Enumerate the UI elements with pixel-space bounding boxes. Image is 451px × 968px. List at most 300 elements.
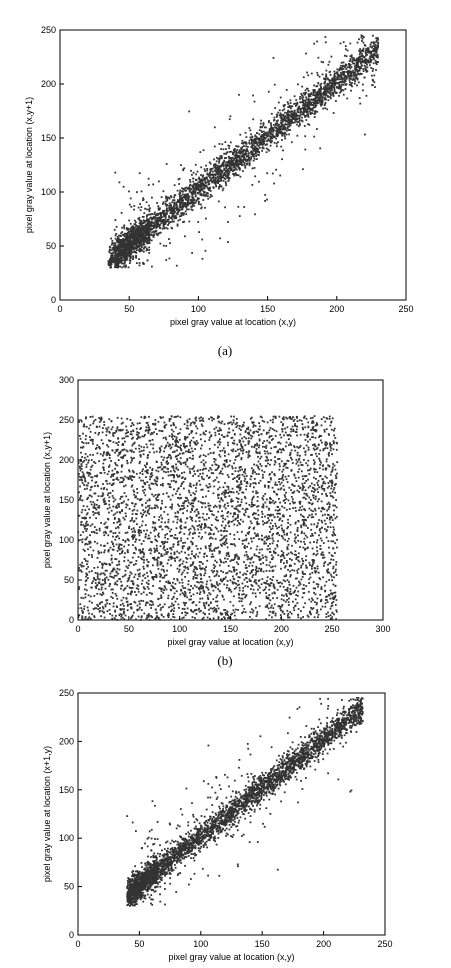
scatter-point [190,558,192,560]
scatter-point [187,204,189,206]
scatter-point [249,603,251,605]
scatter-point [179,219,181,221]
scatter-point [175,443,177,445]
scatter-point [314,601,316,603]
scatter-point [195,164,197,166]
scatter-point [236,165,238,167]
scatter-point [208,453,210,455]
scatter-point [242,140,244,142]
scatter-point [153,217,155,219]
scatter-point [178,210,180,212]
scatter-point [245,585,247,587]
scatter-point [126,239,128,241]
scatter-point [109,465,111,467]
scatter-point [328,99,330,101]
scatter-point [282,619,284,621]
scatter-point [166,198,168,200]
scatter-point [274,136,276,138]
scatter-point [152,184,154,186]
scatter-point [355,78,357,80]
scatter-point [132,234,134,236]
scatter-point [123,618,125,620]
scatter-point [254,146,256,148]
scatter-point [186,208,188,210]
scatter-point [211,570,213,572]
scatter-point [276,114,278,116]
scatter-point [355,73,357,75]
x-axis-label-a: pixel gray value at location (x,y) [169,317,297,327]
scatter-point [258,133,260,135]
scatter-point [295,594,297,596]
scatter-point [358,50,360,52]
scatter-point [350,90,352,92]
scatter-point [254,213,256,215]
scatter-point [189,418,191,420]
scatter-point [197,182,199,184]
scatter-point [262,474,264,476]
scatter-point [200,174,202,176]
scatter-point [161,521,163,523]
scatter-point [188,200,190,202]
scatter-point [263,131,265,133]
scatter-point [121,231,123,233]
scatter-point [304,135,306,137]
scatter-point [195,425,197,427]
scatter-point [198,187,200,189]
scatter-point [336,69,338,71]
scatter-point [108,466,110,468]
scatter-point [173,431,175,433]
scatter-point [93,567,95,569]
scatter-point [132,538,134,540]
scatter-point [285,492,287,494]
scatter-point [373,75,375,77]
scatter-point [135,257,137,259]
scatter-point [284,124,286,126]
scatter-point [146,201,148,203]
scatter-point [141,236,143,238]
scatter-point [339,86,341,88]
scatter-point [121,212,123,214]
scatter-point [322,108,324,110]
scatter-point [251,152,253,154]
scatter-point [250,435,252,437]
scatter-point [297,121,299,123]
scatter-point [270,452,272,454]
scatter-point [235,160,237,162]
scatter-point [122,603,124,605]
scatter-point [348,76,350,78]
scatter-point [302,563,304,565]
scatter-point [231,423,233,425]
scatter-point [271,535,273,537]
scatter-point [109,246,111,248]
scatter-point [195,490,197,492]
scatter-point [148,228,150,230]
scatter-point [331,540,333,542]
scatter-point [118,237,120,239]
scatter-point [322,96,324,98]
scatter-point [159,216,161,218]
scatter-point [220,148,222,150]
scatter-point [324,103,326,105]
scatter-point [185,202,187,204]
scatter-point [286,117,288,119]
scatter-point [228,525,230,527]
scatter-point [196,482,198,484]
scatter-point [254,478,256,480]
scatter-point [285,498,287,500]
scatter-point [214,146,216,148]
scatter-point [213,533,215,535]
scatter-point [373,57,375,59]
scatter-point [344,66,346,68]
scatter-point [139,223,141,225]
scatter-point [191,174,193,176]
scatter-point [214,479,216,481]
scatter-point [281,139,283,141]
scatter-point [327,77,329,79]
scatter-point [254,471,256,473]
scatter-point [156,202,158,204]
scatter-point [111,541,113,543]
scatter-point [175,464,177,466]
scatter-point [334,90,336,92]
scatter-point [222,162,224,164]
scatter-point [308,104,310,106]
scatter-point [284,428,286,430]
scatter-point [139,265,141,267]
scatter-point [91,582,93,584]
scatter-point [198,480,200,482]
scatter-point [240,148,242,150]
scatter-point [82,509,84,511]
scatter-point [219,143,221,145]
scatter-point [175,217,177,219]
scatter-point [148,224,150,226]
scatter-point [308,96,310,98]
scatter-point [190,424,192,426]
scatter-point [362,50,364,52]
scatter-point [168,215,170,217]
scatter-point [136,226,138,228]
scatter-point [264,127,266,129]
scatter-point [116,564,118,566]
scatter-point [88,613,90,615]
scatter-point [246,475,248,477]
scatter-point [261,150,263,152]
scatter-point [279,175,281,177]
scatter-point [227,516,229,518]
scatter-point [275,138,277,140]
scatter-point [115,513,117,515]
scatter-point [338,88,340,90]
scatter-point [303,606,305,608]
scatter-point [245,611,247,613]
scatter-point [155,230,157,232]
scatter-point [85,530,87,532]
scatter-point [258,468,260,470]
scatter-point [305,97,307,99]
scatter-point [192,181,194,183]
scatter-point [345,84,347,86]
scatter-point [206,555,208,557]
scatter-point [300,111,302,113]
scatter-point [312,110,314,112]
scatter-point [242,540,244,542]
scatter-point [325,99,327,101]
scatter-point [271,519,273,521]
scatter-point [149,619,151,621]
scatter-point [81,421,83,423]
scatter-point [130,240,132,242]
scatter-point [293,112,295,114]
scatter-point [140,246,142,248]
scatter-point [219,171,221,173]
scatter-point [139,526,141,528]
scatter-point [219,237,221,239]
scatter-point [127,229,129,231]
scatter-point [130,255,132,257]
scatter-point [278,102,280,104]
scatter-point [159,232,161,234]
scatter-point [158,533,160,535]
scatter-point [162,203,164,205]
scatter-point [274,460,276,462]
scatter-point [370,60,372,62]
scatter-point [91,556,93,558]
scatter-point [168,205,170,207]
scatter-point [249,140,251,142]
scatter-point [109,259,111,261]
scatter-point [108,418,110,420]
scatter-point [334,505,336,507]
scatter-point [254,158,256,160]
scatter-point [361,53,363,55]
scatter-point [253,486,255,488]
scatter-point [272,428,274,430]
scatter-point [156,233,158,235]
scatter-point [92,416,94,418]
scatter-point [272,421,274,423]
scatter-point [335,79,337,81]
scatter-point [270,136,272,138]
scatter-point [271,127,273,129]
scatter-point [366,64,368,66]
scatter-point [302,102,304,104]
scatter-point [352,63,354,65]
scatter-point [180,164,182,166]
scatter-point [217,588,219,590]
scatter-point [237,609,239,611]
scatter-point [198,203,200,205]
scatter-point [134,223,136,225]
scatter-point [366,70,368,72]
scatter-point [230,560,232,562]
scatter-point [248,142,250,144]
scatter-point [92,454,94,456]
scatter-point [153,224,155,226]
scatter-point [89,517,91,519]
scatter-point [147,424,149,426]
scatter-point [222,450,224,452]
scatter-point [340,72,342,74]
scatter-point [182,201,184,203]
scatter-point [302,483,304,485]
scatter-point [270,145,272,147]
scatter-point [146,234,148,236]
scatter-point [307,123,309,125]
scatter-point [269,130,271,132]
scatter-point [254,154,256,156]
scatter-point [217,595,219,597]
scatter-point [303,541,305,543]
scatter-point [317,96,319,98]
scatter-point [108,579,110,581]
scatter-point [308,98,310,100]
scatter-point [134,240,136,242]
scatter-point [136,230,138,232]
scatter-point [168,454,170,456]
scatter-point [186,596,188,598]
scatter-point [123,186,125,188]
scatter-point [145,515,147,517]
scatter-point [107,508,109,510]
scatter-point [320,90,322,92]
scatter-point [232,576,234,578]
scatter-point [140,209,142,211]
scatter-point [104,550,106,552]
scatter-point [173,197,175,199]
scatter-point [296,121,298,123]
scatter-point [356,63,358,65]
scatter-point [296,103,298,105]
scatter-point [205,195,207,197]
scatter-point [280,146,282,148]
scatter-point [288,134,290,136]
scatter-point [259,129,261,131]
scatter-point [341,69,343,71]
scatter-point [187,608,189,610]
scatter-points-a [108,35,380,269]
scatter-point [282,124,284,126]
scatter-point [250,156,252,158]
scatter-point [261,131,263,133]
scatter-point [254,175,256,177]
scatter-point [135,255,137,257]
scatter-point [240,176,242,178]
scatter-point [269,531,271,533]
scatter-point [268,120,270,122]
scatter-point [213,177,215,179]
scatter-point [333,87,335,89]
scatter-point [163,245,165,247]
scatter-point [129,259,131,261]
scatter-point [373,41,375,43]
scatter-point [146,209,148,211]
scatter-point [277,589,279,591]
scatter-point [225,157,227,159]
scatter-point [148,205,150,207]
scatter-point [182,582,184,584]
scatter-point [119,248,121,250]
scatter-point [290,102,292,104]
scatter-point [207,598,209,600]
scatter-point [357,58,359,60]
scatter-point [315,510,317,512]
scatter-point [279,109,281,111]
scatter-point [233,175,235,177]
scatter-point [236,162,238,164]
scatter-point [307,115,309,117]
x-tick-label: 50 [124,304,135,314]
scatter-point [267,514,269,516]
scatter-point [360,67,362,69]
scatter-point [126,248,128,250]
scatter-point [209,467,211,469]
scatter-point [151,213,153,215]
scatter-point [300,93,302,95]
scatter-point [209,187,211,189]
scatter-point [314,98,316,100]
scatter-point [370,53,372,55]
scatter-point [306,72,308,74]
scatter-point [151,593,153,595]
scatter-point [365,55,367,57]
scatter-point [201,188,203,190]
scatter-point [114,229,116,231]
scatter-point [109,249,111,251]
scatter-point [300,114,302,116]
scatter-point [166,219,168,221]
scatter-point [326,83,328,85]
scatter-point [365,53,367,55]
scatter-point [272,173,274,175]
scatter-point [302,95,304,97]
scatter-point [158,519,160,521]
scatter-point [305,119,307,121]
scatter-point [235,470,237,472]
y-tick-label: 0 [50,295,56,305]
scatter-point [125,426,127,428]
scatter-point [267,140,269,142]
scatter-point [249,127,251,129]
scatter-point [276,125,278,127]
scatter-point [209,448,211,450]
scatter-point [314,570,316,572]
scatter-point [117,256,119,258]
scatter-point [138,207,140,209]
scatter-point [287,522,289,524]
scatter-point [297,527,299,529]
scatter-point [364,61,366,63]
scatter-point [256,613,258,615]
caption-a: (a) [217,343,233,358]
scatter-point [124,259,126,261]
scatter-point [165,196,167,198]
scatter-point [336,516,338,518]
scatter-point [185,194,187,196]
scatter-point [336,86,338,88]
x-ticks-a [57,296,413,314]
scatter-point [207,193,209,195]
scatter-point [211,556,213,558]
scatter-point [95,419,97,421]
scatter-point [193,184,195,186]
scatter-point [111,244,113,246]
scatter-point [136,249,138,251]
scatter-point [249,161,251,163]
